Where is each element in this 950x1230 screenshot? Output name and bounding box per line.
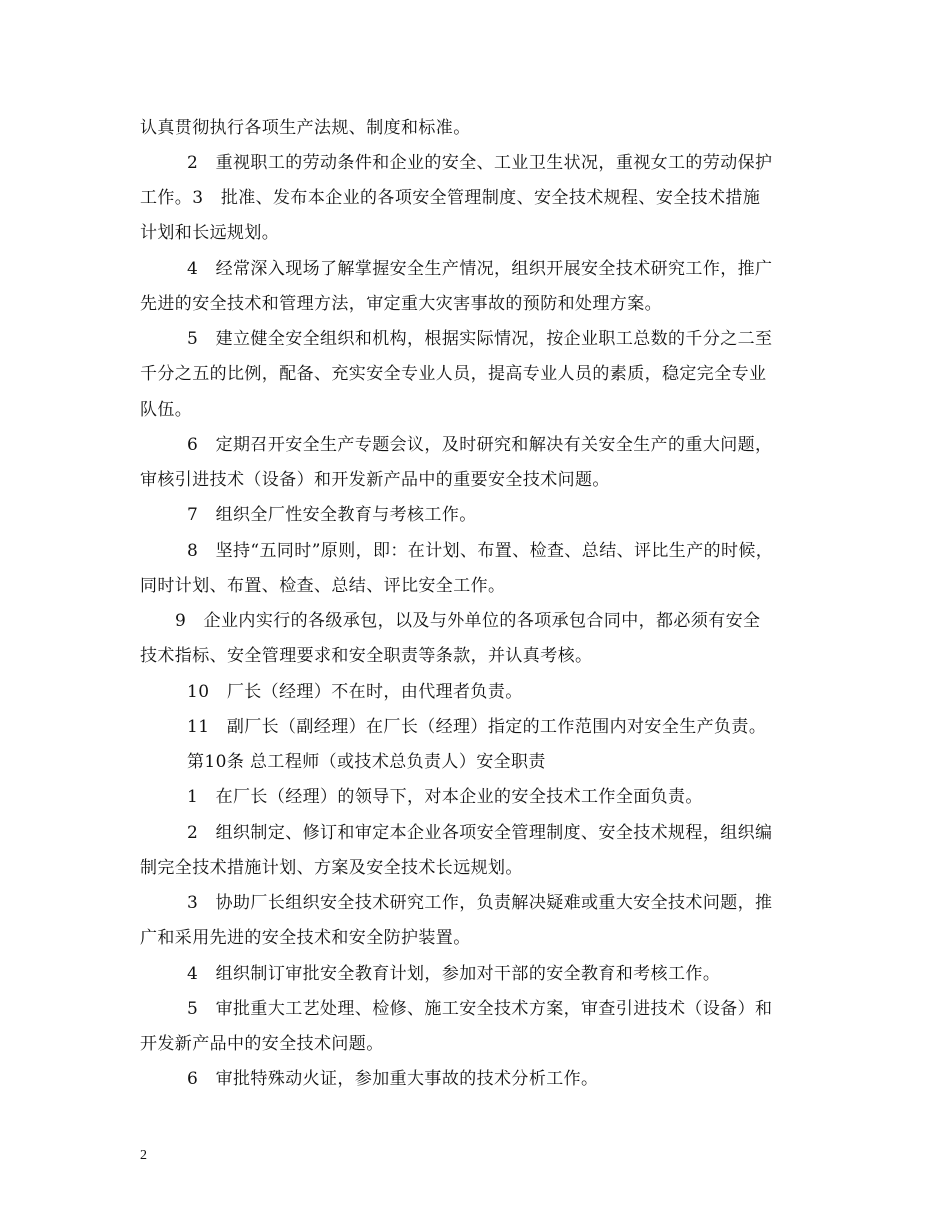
text-line: 队伍。: [140, 400, 193, 420]
text-line: 11 副厂长（副经理）在厂长（经理）指定的工作范围内对安全生产负责。: [187, 717, 767, 737]
text-line: 同时计划、布置、检查、总结、评比安全工作。: [140, 576, 506, 596]
text-line: 千分之五的比例，配备、充实安全专业人员，提高专业人员的素质，稳定完全专业: [140, 364, 767, 384]
text-line: 认真贯彻执行各项生产法规、制度和标准。: [140, 118, 471, 138]
text-line: 3 协助厂长组织安全技术研究工作，负责解决疑难或重大安全技术问题，推: [187, 893, 773, 913]
text-line: 技术指标、安全管理要求和安全职责等条款，并认真考核。: [140, 646, 593, 666]
text-line: 8 坚持“五同时”原则，即：在计划、布置、检查、总结、评比生产的时候，: [187, 541, 774, 561]
text-line: 广和采用先进的安全技术和安全防护装置。: [140, 928, 471, 948]
text-line: 工作。3 批准、发布本企业的各项安全管理制度、安全技术规程、安全技术措施: [140, 188, 761, 208]
text-line: 6 审批特殊动火证，参加重大事故的技术分析工作。: [187, 1069, 599, 1089]
text-line: 5 审批重大工艺处理、检修、施工安全技术方案，审查引进技术（设备）和: [187, 999, 773, 1019]
text-line: 2 重视职工的劳动条件和企业的安全、工业卫生状况，重视女工的劳动保护: [187, 153, 773, 173]
text-line: 4 组织制订审批安全教育计划，参加对干部的安全教育和考核工作。: [187, 964, 721, 984]
text-line: 7 组织全厂性安全教育与考核工作。: [187, 505, 477, 525]
text-line: 6 定期召开安全生产专题会议，及时研究和解决有关安全生产的重大问题，: [187, 435, 773, 455]
text-line: 5 建立健全安全组织和机构，根据实际情况，按企业职工总数的千分之二至: [187, 329, 773, 349]
text-line: 4 经常深入现场了解掌握安全生产情况，组织开展安全技术研究工作，推广: [187, 259, 773, 279]
section-heading: 第10条 总工程师（或技术总负责人）安全职责: [187, 752, 546, 772]
text-line: 1 在厂长（经理）的领导下，对本企业的安全技术工作全面负责。: [187, 787, 703, 807]
text-line: 2 组织制定、修订和审定本企业各项安全管理制度、安全技术规程，组织编: [187, 823, 773, 843]
text-line: 制完全技术措施计划、方案及安全技术长远规划。: [140, 858, 523, 878]
text-line: 9 企业内实行的各级承包，以及与外单位的各项承包合同中，都必须有安全: [175, 611, 761, 631]
text-line: 开发新产品中的安全技术问题。: [140, 1034, 384, 1054]
text-line: 先进的安全技术和管理方法，审定重大灾害事故的预防和处理方案。: [140, 294, 662, 314]
text-line: 审核引进技术（设备）和开发新产品中的重要安全技术问题。: [140, 470, 610, 490]
page-number: 2: [140, 1148, 147, 1163]
text-line: 计划和长远规划。: [140, 223, 280, 243]
text-line: 10 厂长（经理）不在时，由代理者负责。: [187, 682, 523, 702]
